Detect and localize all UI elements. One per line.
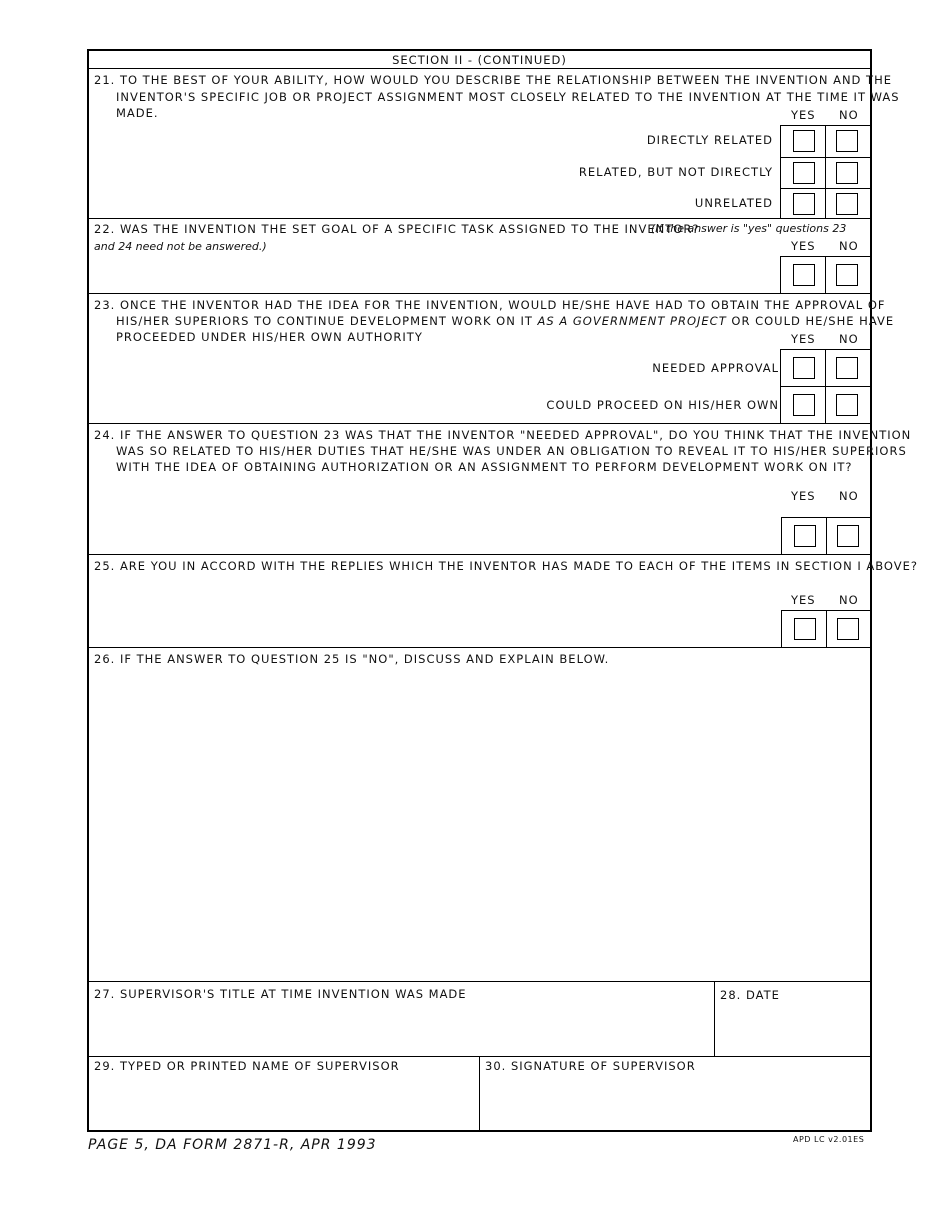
divider — [780, 125, 870, 126]
q26-line1: 26. IF THE ANSWER TO QUESTION 25 IS "NO", DISCUSS AND EXPLAIN BELOW. — [94, 652, 610, 666]
q21-yes-header: YES — [791, 108, 816, 122]
q21-unrelated-yes-checkbox[interactable] — [793, 193, 815, 215]
q25-no-checkbox[interactable] — [837, 618, 859, 640]
q23-line3: PROCEEDED UNDER HIS/HER OWN AUTHORITY — [116, 330, 423, 344]
q21-unrelated-no-checkbox[interactable] — [836, 193, 858, 215]
q24-no-header: NO — [839, 489, 859, 503]
q22-no-checkbox[interactable] — [836, 264, 858, 286]
divider — [780, 349, 870, 350]
divider — [89, 981, 870, 982]
q21-line2: INVENTOR'S SPECIFIC JOB OR PROJECT ASSIGNMENT MOST CLOSELY RELATED TO THE INVENTION AT THE TIME IT WAS — [116, 90, 900, 104]
divider — [781, 517, 782, 554]
q22-line1: 22. WAS THE INVENTION THE SET GOAL OF A SPECIFIC TASK ASSIGNED TO THE INVENTOR? — [94, 222, 700, 236]
q22-yes-header: YES — [791, 239, 816, 253]
q29-label: 29. TYPED OR PRINTED NAME OF SUPERVISOR — [94, 1059, 400, 1073]
q24-line2: WAS SO RELATED TO HIS/HER DUTIES THAT HE/SHE WAS UNDER AN OBLIGATION TO REVEAL IT TO HIS/HER SUPERIORS — [116, 444, 907, 458]
divider — [780, 125, 781, 218]
q23-line1: 23. ONCE THE INVENTOR HAD THE IDEA FOR THE INVENTION, WOULD HE/SHE HAVE HAD TO OBTAIN THE APPROVAL OF — [94, 298, 886, 312]
supervisor-name-field[interactable] — [91, 1076, 476, 1128]
divider — [780, 256, 870, 257]
divider — [781, 610, 782, 647]
q23-line2-part1: HIS/HER SUPERIORS TO CONTINUE DEVELOPMENT WORK ON IT — [116, 314, 533, 328]
divider — [781, 610, 870, 611]
q26-explanation-field[interactable] — [91, 671, 868, 979]
q21-related-not-directly-no-checkbox[interactable] — [836, 162, 858, 184]
q23-option-could-proceed: COULD PROCEED ON HIS/HER OWN — [546, 398, 779, 412]
q22-no-header: NO — [839, 239, 859, 253]
divider — [780, 188, 870, 189]
section-title: SECTION II - (CONTINUED) — [392, 53, 567, 67]
q23-no-header: NO — [839, 332, 859, 346]
q22-note2: and 24 need not be answered.) — [94, 240, 267, 253]
q24-line1: 24. IF THE ANSWER TO QUESTION 23 WAS THAT THE INVENTOR "NEEDED APPROVAL", DO YOU THINK THAT THE INVENTION — [94, 428, 912, 442]
q23-line2-part3: OR COULD HE/SHE HAVE — [731, 314, 895, 328]
form-identifier: PAGE 5, DA FORM 2871-R, APR 1993 — [88, 1137, 377, 1153]
q21-no-header: NO — [839, 108, 859, 122]
q22-yes-checkbox[interactable] — [793, 264, 815, 286]
q25-yes-checkbox[interactable] — [794, 618, 816, 640]
divider — [479, 1056, 480, 1130]
da-form-2871-page5 — [87, 49, 919, 1132]
q24-line3: WITH THE IDEA OF OBTAINING AUTHORIZATION OR AN ASSIGNMENT TO PERFORM DEVELOPMENT WORK ON IT? — [116, 460, 853, 474]
q23-line2 — [116, 313, 894, 329]
divider — [825, 256, 826, 293]
divider — [825, 125, 826, 218]
q21-line1: 21. TO THE BEST OF YOUR ABILITY, HOW WOULD YOU DESCRIBE THE RELATIONSHIP BETWEEN THE INVENTION AND THE — [94, 73, 892, 87]
supervisor-signature-field[interactable] — [482, 1076, 867, 1128]
divider — [780, 157, 870, 158]
divider — [780, 386, 870, 387]
q25-line1: 25. ARE YOU IN ACCORD WITH THE REPLIES WHICH THE INVENTOR HAS MADE TO EACH OF THE ITEMS IN SECTION I ABOVE? — [94, 559, 919, 573]
q30-label: 30. SIGNATURE OF SUPERVISOR — [485, 1059, 696, 1073]
divider — [89, 293, 870, 294]
divider — [826, 517, 827, 554]
divider — [89, 554, 870, 555]
q24-no-checkbox[interactable] — [837, 525, 859, 547]
q23-could-proceed-yes-checkbox[interactable] — [793, 394, 815, 416]
divider — [781, 517, 870, 518]
q21-option-directly-related: DIRECTLY RELATED — [646, 133, 773, 147]
q27-label: 27. SUPERVISOR'S TITLE AT TIME INVENTION WAS MADE — [94, 987, 467, 1001]
divider — [780, 256, 781, 293]
version-label: APD LC v2.01ES — [793, 1135, 865, 1144]
date-field[interactable] — [717, 1004, 867, 1054]
divider — [826, 610, 827, 647]
divider — [89, 647, 870, 648]
q21-line3: MADE. — [116, 106, 159, 120]
divider — [89, 68, 870, 69]
q24-yes-checkbox[interactable] — [794, 525, 816, 547]
q23-yes-header: YES — [791, 332, 816, 346]
q21-option-unrelated: UNRELATED — [694, 196, 773, 210]
q24-yes-header: YES — [791, 489, 816, 503]
q28-label: 28. DATE — [720, 988, 780, 1002]
q21-directly-related-yes-checkbox[interactable] — [793, 130, 815, 152]
divider — [89, 218, 870, 219]
q21-related-not-directly-yes-checkbox[interactable] — [793, 162, 815, 184]
q21-option-related-not-directly: RELATED, BUT NOT DIRECTLY — [578, 165, 773, 179]
divider — [714, 981, 715, 1056]
q25-no-header: NO — [839, 593, 859, 607]
q23-option-needed-approval: NEEDED APPROVAL — [652, 361, 779, 375]
q25-yes-header: YES — [791, 593, 816, 607]
q23-needed-approval-no-checkbox[interactable] — [836, 357, 858, 379]
q21-directly-related-no-checkbox[interactable] — [836, 130, 858, 152]
q23-could-proceed-no-checkbox[interactable] — [836, 394, 858, 416]
supervisor-title-field[interactable] — [91, 1004, 711, 1054]
divider — [89, 423, 870, 424]
q23-line2-emphasis: AS A GOVERNMENT PROJECT — [537, 314, 727, 328]
q23-needed-approval-yes-checkbox[interactable] — [793, 357, 815, 379]
q22-note1: (If the answer is "yes" questions 23 — [651, 222, 847, 235]
